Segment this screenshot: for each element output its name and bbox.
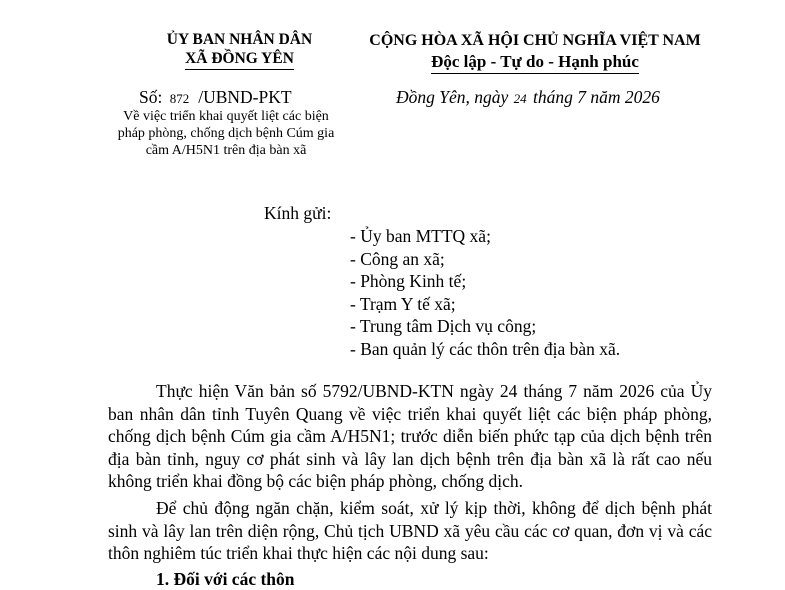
- recipients-list: [350, 225, 620, 360]
- organization-name: XÃ ĐỒNG YÊN: [185, 49, 294, 70]
- date-month-year: tháng 7 năm 2026: [533, 87, 660, 107]
- body-paragraph-2: Để chủ động ngăn chặn, kiểm soát, xử lý kịp thời, không để dịch bệnh phát sinh và lây lan trên diện rộng, Chủ tịch UBND xã yêu cầu các cơ quan, đơn vị và các thôn nghiêm túc triển khai thực hiện các nội dung sau:: [108, 498, 712, 563]
- recipient-item: - Ban quản lý các thôn trên địa bàn xã.: [350, 338, 621, 359]
- date-day: 24: [513, 91, 527, 106]
- recipient-item: - Trạm Y tế xã;: [350, 293, 456, 314]
- authority-name: ỦY BAN NHÂN DÂN: [166, 31, 313, 48]
- national-motto: Độc lập - Tự do - Hạnh phúc: [431, 51, 639, 74]
- recipient-item: - Phòng Kinh tế;: [350, 271, 467, 291]
- document-date: [396, 86, 660, 110]
- recipient-item: - Trung tâm Dịch vụ công;: [350, 316, 537, 336]
- section-1-heading: 1. Đối với các thôn: [156, 569, 295, 589]
- issuing-authority-block: [112, 30, 367, 70]
- document-number-suffix: /UBND-PKT: [198, 87, 292, 107]
- document-number: [139, 86, 292, 110]
- document-number-prefix: Số:: [139, 87, 163, 107]
- recipients-label: Kính gửi:: [264, 203, 332, 223]
- recipient-item: - Công an xã;: [350, 248, 445, 269]
- document-subject: Về việc triển khai quyết liệt các biện pháp phòng, chống dịch bệnh Cúm gia cầm A/H5N1 trên địa bàn xã: [117, 109, 335, 158]
- nation-name: CỘNG HÒA XÃ HỘI CHỦ NGHĨA VIỆT NAM: [369, 32, 701, 49]
- document-number-value: 872: [169, 91, 190, 106]
- body-paragraph-1: Thực hiện Văn bản số 5792/UBND-KTN ngày 24 tháng 7 năm 2026 của Ủy ban nhân dân tỉnh Tuyên Quang về việc triển khai quyết liệt các biện pháp phòng, chống dịch bệnh Cúm gia cầm A/H5N1; trước diễn biến phức tạp của dịch bệnh trên địa bàn tỉnh, nguy cơ phát sinh và lây lan dịch bệnh trên địa bàn xã là rất cao nếu không triển khai đồng bộ các biện pháp phòng, chống dịch.: [108, 381, 712, 491]
- date-place-prefix: Đồng Yên, ngày: [396, 87, 509, 107]
- national-header-block: [350, 30, 720, 74]
- recipient-item: - Ủy ban MTTQ xã;: [350, 226, 491, 246]
